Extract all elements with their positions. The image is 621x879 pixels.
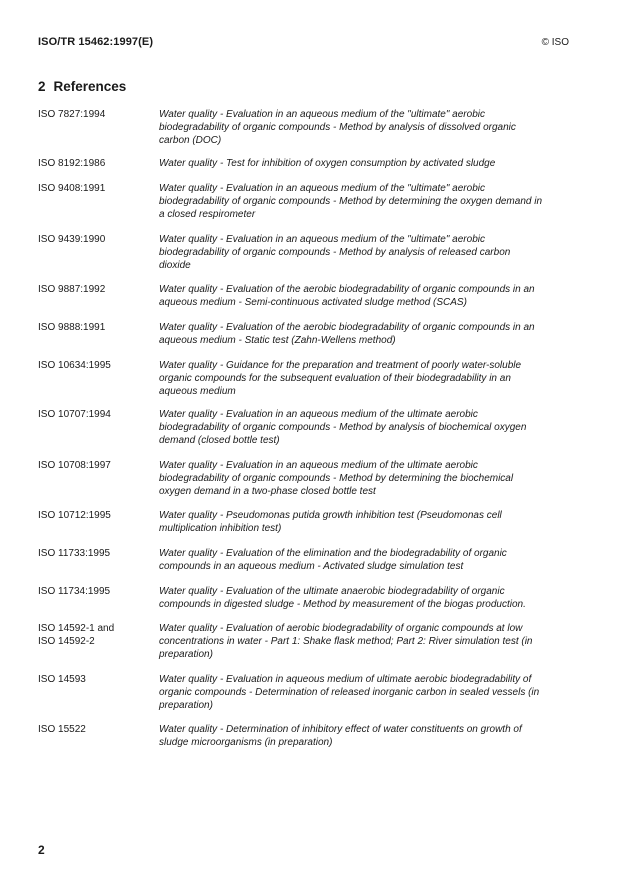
reference-title: Water quality - Evaluation in an aqueous medium of the "ultimate" aerobic biodegradability of organic compounds - Method by determining the oxygen demand in a closed respirometer <box>159 183 543 220</box>
reference-title: Water quality - Evaluation in an aqueous medium of the ultimate aerobic biodegradability of organic compounds - Method by analysis of biochemical oxygen demand (closed bottle test) <box>159 409 527 446</box>
reference-title: Water quality - Evaluation in an aqueous medium of the "ultimate" aerobic biodegradability of organic compounds - Method by analysis of released carbon dioxide <box>159 234 511 271</box>
reference-title: Water quality - Determination of inhibitory effect of water constituents on growth of sludge microorganisms (in preparation) <box>159 724 522 748</box>
reference-number: ISO 10634:1995 <box>38 360 111 371</box>
reference-number: ISO 8192:1986 <box>38 158 106 169</box>
reference-number: ISO 14593 <box>38 674 86 685</box>
reference-number: ISO 14592-1 and ISO 14592-2 <box>38 623 115 647</box>
reference-number: ISO 9887:1992 <box>38 284 106 295</box>
reference-title: Water quality - Guidance for the preparation and treatment of poorly water-soluble organic compounds for the subsequent evaluation of their biodegradability in an aqueous medium <box>159 360 522 397</box>
reference-title: Water quality - Evaluation of the ultimate anaerobic biodegradability of organic compounds in digested sludge - Method by measurement of the biogas production. <box>159 586 526 610</box>
reference-number: ISO 11733:1995 <box>38 548 111 559</box>
reference-number: ISO 15522 <box>38 724 86 735</box>
reference-title: Water quality - Evaluation of the aerobic biodegradability of organic compounds in an aqueous medium - Semi-continuous activated sludge method (SCAS) <box>159 284 535 308</box>
reference-title: Water quality - Evaluation in aqueous medium of ultimate aerobic biodegradability of organic compounds - Determination of released inorganic carbon in sealed vessels (in preparation) <box>159 674 540 711</box>
reference-number: ISO 9439:1990 <box>38 234 106 245</box>
section-number: 2 <box>38 79 46 94</box>
reference-number: ISO 9408:1991 <box>38 183 106 194</box>
reference-title: Water quality - Evaluation of aerobic biodegradability of organic compounds at low concentrations in water - Part 1: Shake flask method; Part 2: River simulation test (in preparation) <box>159 623 533 660</box>
reference-number: ISO 7827:1994 <box>38 109 106 120</box>
reference-title: Water quality - Evaluation of the elimination and the biodegradability of organic compounds in an aqueous medium - Activated sludge simulation test <box>159 548 507 572</box>
reference-title: Water quality - Test for inhibition of oxygen consumption by activated sludge <box>159 158 496 169</box>
reference-title: Water quality - Evaluation in an aqueous medium of the ultimate aerobic biodegradability of organic compounds - Method by determining the biochemical oxygen demand in a two-phase closed bottle test <box>159 460 514 497</box>
reference-number: ISO 9888:1991 <box>38 322 106 333</box>
section-heading <box>38 79 126 94</box>
document-id: ISO/TR 15462:1997(E) <box>38 36 154 48</box>
reference-number: ISO 11734:1995 <box>38 586 111 597</box>
section-title: References <box>53 79 127 94</box>
reference-title: Water quality - Evaluation in an aqueous medium of the "ultimate" aerobic biodegradability of organic compounds - Method by analysis of dissolved organic carbon (DOC) <box>159 109 516 146</box>
copyright-notice: © ISO <box>541 37 569 48</box>
reference-title: Water quality - Pseudomonas putida growth inhibition test (Pseudomonas cell multiplication inhibition test) <box>159 510 502 534</box>
reference-number: ISO 10712:1995 <box>38 510 111 521</box>
reference-title: Water quality - Evaluation of the aerobic biodegradability of organic compounds in an aqueous medium - Static test (Zahn-Wellens method) <box>159 322 535 346</box>
reference-number: ISO 10707:1994 <box>38 409 111 420</box>
page-number: 2 <box>38 843 45 857</box>
reference-number: ISO 10708:1997 <box>38 460 111 471</box>
